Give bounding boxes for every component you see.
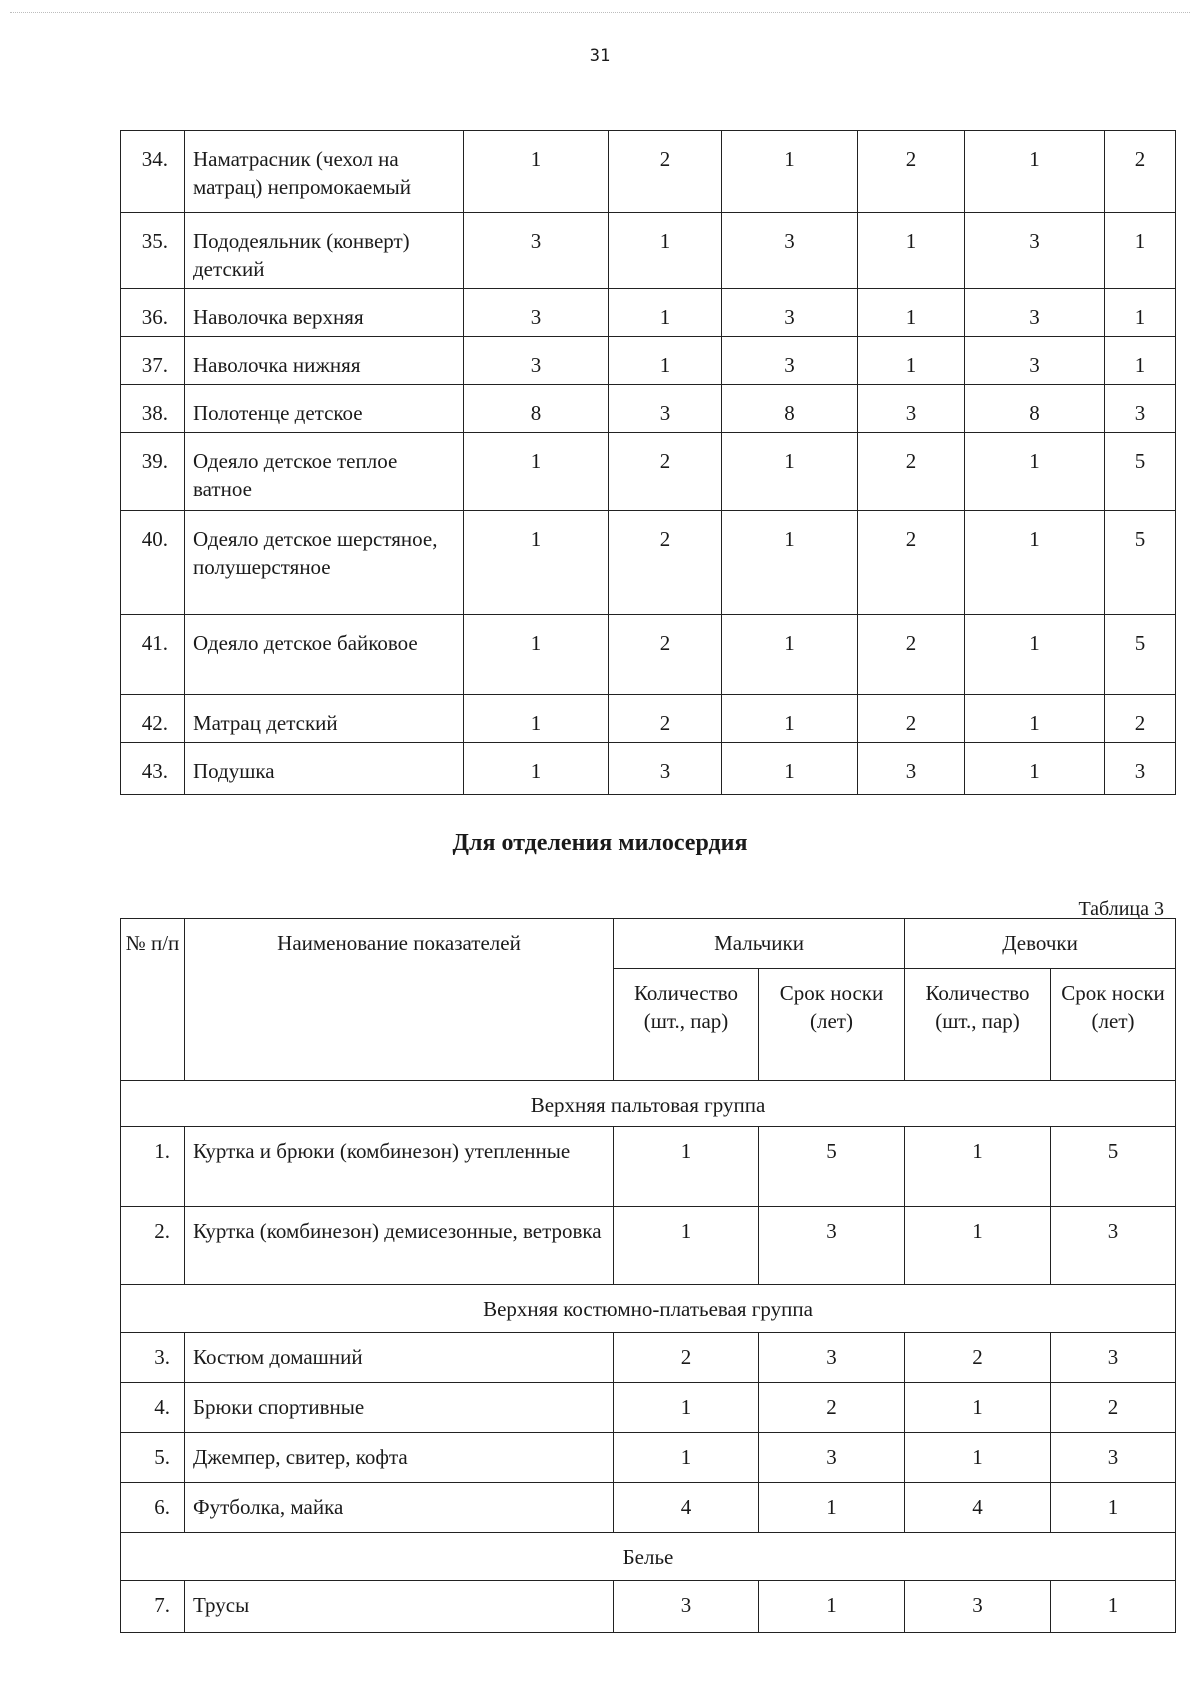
- table-caption: Таблица 3: [1078, 898, 1164, 920]
- item-name: Наволочка нижняя: [185, 337, 464, 385]
- value-cell: 1: [464, 615, 609, 695]
- value-cell: 3: [965, 289, 1105, 337]
- value-cell: 3: [965, 213, 1105, 289]
- value-cell: 1: [609, 213, 722, 289]
- value-cell: 1: [464, 695, 609, 743]
- value-cell: 1: [759, 1483, 905, 1533]
- header-qty-boys: Количество (шт., пар): [614, 969, 759, 1081]
- table-row: [121, 615, 1176, 695]
- value-cell: 1: [965, 511, 1105, 615]
- value-cell: 1: [614, 1383, 759, 1433]
- value-cell: 1: [614, 1207, 759, 1285]
- row-number: 39.: [121, 433, 185, 511]
- value-cell: 2: [858, 695, 965, 743]
- value-cell: 2: [759, 1383, 905, 1433]
- value-cell: 1: [965, 131, 1105, 213]
- value-cell: 5: [1105, 615, 1176, 695]
- row-number: 2.: [121, 1207, 185, 1285]
- table-3: [120, 918, 1176, 1633]
- row-number: 1.: [121, 1127, 185, 1207]
- row-number: 40.: [121, 511, 185, 615]
- row-number: 3.: [121, 1333, 185, 1383]
- header-num: № п/п: [121, 919, 185, 1081]
- value-cell: 4: [614, 1483, 759, 1533]
- row-number: 43.: [121, 743, 185, 795]
- table-row: [121, 433, 1176, 511]
- header-name: Наименование показателей: [185, 919, 614, 1081]
- header-term-girls: Срок носки (лет): [1051, 969, 1176, 1081]
- value-cell: 5: [1105, 433, 1176, 511]
- value-cell: 3: [722, 289, 858, 337]
- table-row: [121, 695, 1176, 743]
- value-cell: 3: [759, 1433, 905, 1483]
- value-cell: 1: [1051, 1581, 1176, 1633]
- table-row: [121, 289, 1176, 337]
- value-cell: 2: [1051, 1383, 1176, 1433]
- value-cell: 1: [722, 511, 858, 615]
- value-cell: 1: [965, 433, 1105, 511]
- value-cell: 1: [614, 1127, 759, 1207]
- table-row: [121, 1383, 1176, 1433]
- table-row: [121, 1127, 1176, 1207]
- header-row: [121, 919, 1176, 969]
- item-name: Трусы: [185, 1581, 614, 1633]
- group-row: [121, 1285, 1176, 1333]
- value-cell: 2: [858, 615, 965, 695]
- value-cell: 1: [858, 337, 965, 385]
- item-name: Одеяло детское шерстяное, полушерстяное: [185, 511, 464, 615]
- value-cell: 2: [905, 1333, 1051, 1383]
- table-row: [121, 131, 1176, 213]
- value-cell: 1: [1105, 337, 1176, 385]
- item-name: Футболка, майка: [185, 1483, 614, 1533]
- value-cell: 3: [722, 337, 858, 385]
- items-table-body: [121, 131, 1176, 795]
- header-term-boys: Срок носки (лет): [759, 969, 905, 1081]
- value-cell: 1: [722, 695, 858, 743]
- value-cell: 5: [1105, 511, 1176, 615]
- value-cell: 3: [858, 385, 965, 433]
- table-row: [121, 385, 1176, 433]
- value-cell: 1: [722, 615, 858, 695]
- value-cell: 2: [609, 695, 722, 743]
- table-row: [121, 1581, 1176, 1633]
- value-cell: 1: [1051, 1483, 1176, 1533]
- item-name: Пододеяльник (конверт) детский: [185, 213, 464, 289]
- value-cell: 2: [609, 131, 722, 213]
- value-cell: 3: [609, 385, 722, 433]
- value-cell: 2: [858, 511, 965, 615]
- group-row: [121, 1081, 1176, 1127]
- value-cell: 4: [905, 1483, 1051, 1533]
- value-cell: 2: [858, 131, 965, 213]
- group-title: Белье: [121, 1533, 1176, 1581]
- value-cell: 1: [609, 337, 722, 385]
- value-cell: 3: [614, 1581, 759, 1633]
- value-cell: 1: [722, 131, 858, 213]
- value-cell: 1: [965, 743, 1105, 795]
- value-cell: 8: [464, 385, 609, 433]
- table-row: [121, 1333, 1176, 1383]
- item-name: Полотенце детское: [185, 385, 464, 433]
- value-cell: 2: [1105, 131, 1176, 213]
- item-name: Джемпер, свитер, кофта: [185, 1433, 614, 1483]
- value-cell: 2: [1105, 695, 1176, 743]
- header-girls: Девочки: [905, 919, 1176, 969]
- item-name: Костюм домашний: [185, 1333, 614, 1383]
- value-cell: 1: [905, 1383, 1051, 1433]
- value-cell: 3: [722, 213, 858, 289]
- value-cell: 2: [614, 1333, 759, 1383]
- top-dotted-rule: [10, 12, 1190, 13]
- item-name: Матрац детский: [185, 695, 464, 743]
- row-number: 5.: [121, 1433, 185, 1483]
- value-cell: 3: [858, 743, 965, 795]
- value-cell: 1: [1105, 289, 1176, 337]
- value-cell: 3: [609, 743, 722, 795]
- group-title: Верхняя пальтовая группа: [121, 1081, 1176, 1127]
- value-cell: 2: [858, 433, 965, 511]
- value-cell: 1: [905, 1207, 1051, 1285]
- value-cell: 1: [464, 743, 609, 795]
- row-number: 6.: [121, 1483, 185, 1533]
- value-cell: 1: [858, 213, 965, 289]
- value-cell: 1: [722, 433, 858, 511]
- table-row: [121, 1207, 1176, 1285]
- item-name: Куртка (комбинезон) демисезонные, ветровка: [185, 1207, 614, 1285]
- value-cell: 3: [965, 337, 1105, 385]
- value-cell: 1: [464, 433, 609, 511]
- items-table-continued: [120, 130, 1176, 795]
- table-row: [121, 743, 1176, 795]
- value-cell: 3: [1105, 743, 1176, 795]
- value-cell: 5: [759, 1127, 905, 1207]
- item-name: Куртка и брюки (комбинезон) утепленные: [185, 1127, 614, 1207]
- value-cell: 3: [1051, 1333, 1176, 1383]
- row-number: 37.: [121, 337, 185, 385]
- value-cell: 3: [464, 337, 609, 385]
- table-row: [121, 511, 1176, 615]
- row-number: 34.: [121, 131, 185, 213]
- value-cell: 2: [609, 511, 722, 615]
- header-boys: Мальчики: [614, 919, 905, 969]
- value-cell: 3: [464, 289, 609, 337]
- value-cell: 3: [759, 1207, 905, 1285]
- value-cell: 1: [464, 131, 609, 213]
- value-cell: 3: [759, 1333, 905, 1383]
- value-cell: 8: [722, 385, 858, 433]
- page-number: 31: [589, 46, 611, 66]
- item-name: Подушка: [185, 743, 464, 795]
- row-number: 4.: [121, 1383, 185, 1433]
- table-row: [121, 1433, 1176, 1483]
- value-cell: 1: [1105, 213, 1176, 289]
- table-3-body: [121, 919, 1176, 1633]
- section-heading: Для отделения милосердия: [452, 830, 748, 856]
- row-number: 35.: [121, 213, 185, 289]
- value-cell: 8: [965, 385, 1105, 433]
- item-name: Наволочка верхняя: [185, 289, 464, 337]
- value-cell: 1: [614, 1433, 759, 1483]
- group-title: Верхняя костюмно-платьевая группа: [121, 1285, 1176, 1333]
- value-cell: 1: [858, 289, 965, 337]
- value-cell: 3: [1105, 385, 1176, 433]
- value-cell: 1: [464, 511, 609, 615]
- row-number: 7.: [121, 1581, 185, 1633]
- value-cell: 1: [965, 695, 1105, 743]
- value-cell: 1: [722, 743, 858, 795]
- value-cell: 3: [1051, 1207, 1176, 1285]
- row-number: 41.: [121, 615, 185, 695]
- value-cell: 2: [609, 433, 722, 511]
- item-name: Наматрасник (чехол на матрац) непромокаемый: [185, 131, 464, 213]
- value-cell: 1: [905, 1127, 1051, 1207]
- value-cell: 5: [1051, 1127, 1176, 1207]
- value-cell: 1: [905, 1433, 1051, 1483]
- item-name: Одеяло детское байковое: [185, 615, 464, 695]
- item-name: Одеяло детское теплое ватное: [185, 433, 464, 511]
- table-row: [121, 337, 1176, 385]
- value-cell: 1: [965, 615, 1105, 695]
- group-row: [121, 1533, 1176, 1581]
- table-row: [121, 1483, 1176, 1533]
- header-qty-girls: Количество (шт., пар): [905, 969, 1051, 1081]
- row-number: 36.: [121, 289, 185, 337]
- item-name: Брюки спортивные: [185, 1383, 614, 1433]
- value-cell: 2: [609, 615, 722, 695]
- value-cell: 1: [609, 289, 722, 337]
- value-cell: 1: [759, 1581, 905, 1633]
- table-row: [121, 213, 1176, 289]
- value-cell: 3: [464, 213, 609, 289]
- row-number: 42.: [121, 695, 185, 743]
- row-number: 38.: [121, 385, 185, 433]
- value-cell: 3: [1051, 1433, 1176, 1483]
- value-cell: 3: [905, 1581, 1051, 1633]
